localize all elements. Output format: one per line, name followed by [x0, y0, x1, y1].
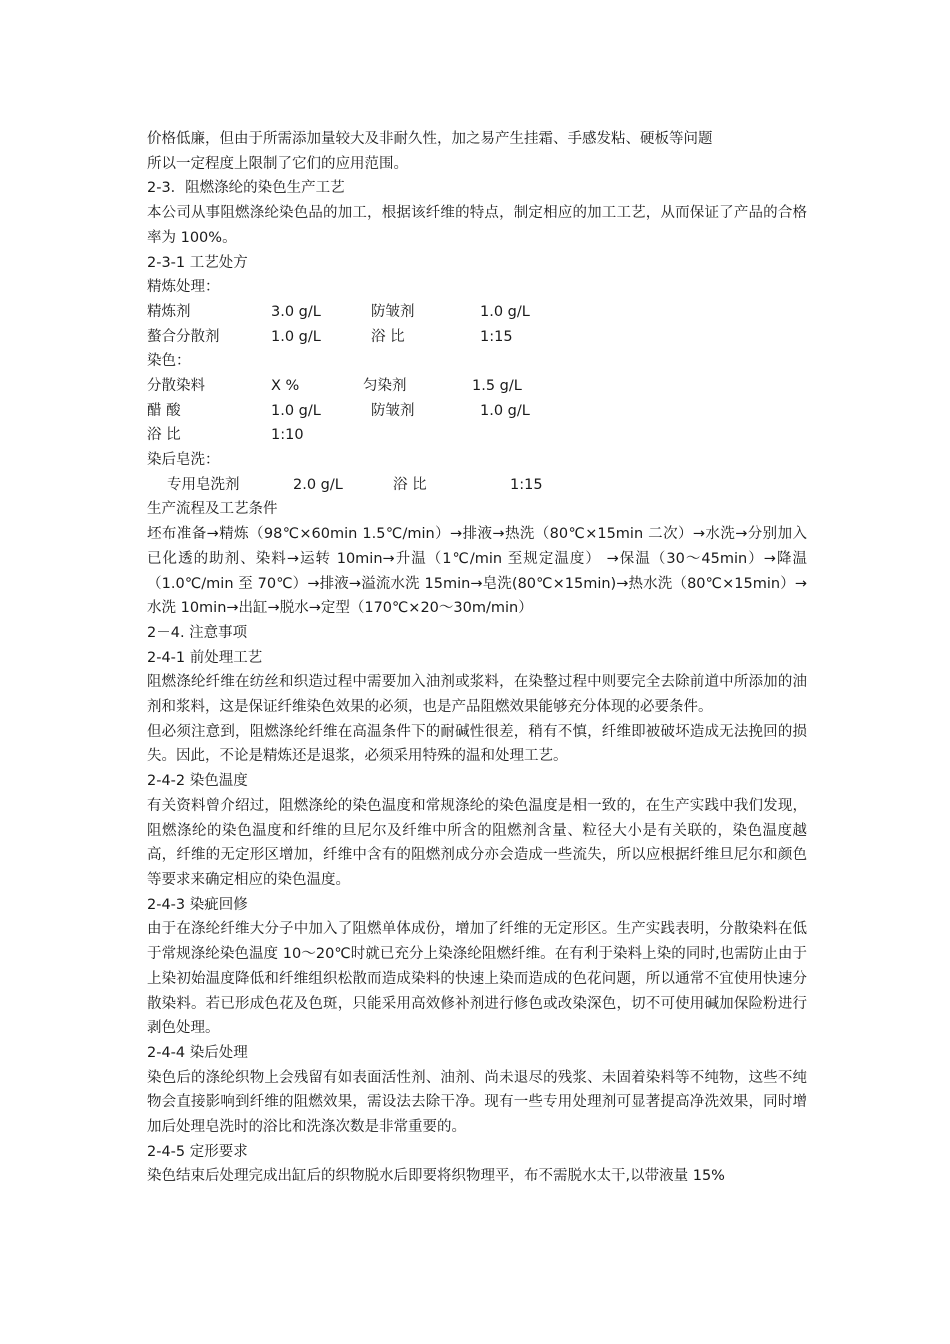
recipe-cell: 浴 比	[147, 427, 181, 444]
recipe-cell: 2.0 g/L	[293, 476, 343, 493]
recipe-cell: 3.0 g/L	[271, 303, 321, 320]
flow-title: 生产流程及工艺条件	[147, 501, 278, 518]
recipe-cell: 醋 酸	[147, 402, 181, 419]
recipe-row	[147, 325, 807, 350]
recipe-cell: 防皱剂	[371, 303, 415, 320]
recipe-cell: 分散染料	[147, 378, 205, 394]
recipe-cell: 浴 比	[371, 328, 405, 345]
recipe-cell: 1.0 g/L	[271, 328, 321, 345]
recipe-cell: X %	[271, 378, 300, 394]
paragraph-2-4-4: 染色后的涤纶织物上会残留有如表面活性剂、油剂、尚未退尽的残浆、未固着染料等不纯物，这些不纯物会直接影响到纤维的阻燃效果，需设法去除干净。现有一些专用处理剂可显著提高净洗效果，同时增加后处理皂洗时的浴比和洗涤次数是非常重要的。	[147, 1069, 807, 1136]
section-heading-2-4-5: 2-4-5 定形要求	[147, 1143, 248, 1160]
recipe-row	[147, 300, 807, 325]
recipe-cell: 浴 比	[393, 476, 427, 493]
section-heading-2-4: 2－4. 注意事项	[147, 624, 248, 641]
recipe-row	[147, 374, 807, 399]
intro-line-1: 价格低廉，但由于所需添加量较大及非耐久性，加之易产生挂霜、手感发粘、硬板等问题	[147, 131, 713, 147]
document-body	[147, 127, 807, 1189]
recipe-cell: 1.0 g/L	[480, 303, 530, 320]
section-heading-2-4-1: 2-4-1 前处理工艺	[147, 649, 263, 666]
paragraph-2-3: 本公司从事阻燃涤纶染色品的加工，根据该纤维的特点，制定相应的加工工艺，从而保证了产品的合格率为 100%。	[147, 205, 807, 246]
recipe-row	[147, 399, 807, 424]
recipe-row	[147, 423, 807, 448]
recipe-cell: 1:15	[480, 328, 513, 345]
paragraph-2-4-1b: 但必须注意到，阻燃涤纶纤维在高温条件下的耐碱性很差，稍有不慎，纤维即被破坏造成无法挽回的损失。因此，不论是精炼还是退浆，必须采用特殊的温和处理工艺。	[147, 723, 807, 765]
section-heading-2-3-1: 2-3-1 工艺处方	[147, 254, 248, 271]
section-heading-2-3: 2-3．阻燃涤纶的染色生产工艺	[147, 180, 345, 197]
paragraph-2-4-5: 染色结束后处理完成出缸后的织物脱水后即要将织物理平，布不需脱水太干,以带液量 15%	[147, 1168, 725, 1185]
process-flow-paragraph: 坯布准备→精炼（98℃×60min 1.5℃/min）→排液→热洗（80℃×15min 二次）→水洗→分别加入已化透的助剂、染料→运转 10min→升温（1℃/min 至规定温度） →保温（30～45min）→降温（1.0℃/min 至 70℃）→排液→溢流水洗 15min→皂洗(80℃×15min)→热水洗（80℃×15min）→水洗 10min→出缸→脱水→定型（170℃×20～30m/min）	[147, 526, 807, 617]
recipe-cell: 防皱剂	[371, 402, 415, 419]
recipe-cell: 1.0 g/L	[271, 402, 321, 419]
refining-label: 精炼处理：	[147, 279, 220, 296]
recipe-cell: 专用皂洗剂	[167, 476, 240, 493]
recipe-cell: 匀染剂	[363, 378, 407, 394]
recipe-cell: 1.5 g/L	[472, 378, 522, 394]
recipe-row	[147, 473, 807, 498]
soaping-label: 染后皂洗：	[147, 452, 220, 469]
section-heading-2-4-2: 2-4-2 染色温度	[147, 773, 248, 790]
section-heading-2-4-3: 2-4-3 染疵回修	[147, 896, 248, 913]
intro-line-2: 所以一定程度上限制了它们的应用范围。	[147, 155, 408, 172]
paragraph-2-4-1a: 阻燃涤纶纤维在纺丝和织造过程中需要加入油剂或浆料，在染整过程中则要完全去除前道中所添加的油剂和浆料，这是保证纤维染色效果的必须，也是产品阻燃效果能够充分体现的必要条件。	[147, 674, 807, 716]
recipe-cell: 精炼剂	[147, 303, 191, 320]
recipe-cell: 1:10	[271, 427, 304, 444]
recipe-cell: 螯合分散剂	[147, 328, 220, 345]
dyeing-label: 染色：	[147, 353, 191, 370]
section-heading-2-4-4: 2-4-4 染后处理	[147, 1044, 248, 1061]
recipe-cell: 1.0 g/L	[480, 402, 530, 419]
paragraph-2-4-2: 有关资料曾介绍过，阻燃涤纶的染色温度和常规涤纶的染色温度是相一致的，在生产实践中我们发现，阻燃涤纶的染色温度和纤维的旦尼尔及纤维中所含的阻燃剂含量、粒径大小是有关联的，染色温度越高，纤维的无定形区增加，纤维中含有的阻燃剂成分亦会造成一些流失，所以应根据纤维旦尼尔和颜色等要求来确定相应的染色温度。	[147, 797, 807, 888]
recipe-cell: 1:15	[510, 476, 543, 493]
paragraph-2-4-3: 由于在涤纶纤维大分子中加入了阻燃单体成份，增加了纤维的无定形区。生产实践表明，分散染料在低于常规涤纶染色温度 10～20℃时就已充分上染涤纶阻燃纤维。在有利于染料上染的同时,也需防止由于上染初始温度降低和纤维组织松散而造成染料的快速上染而造成的色花问题，所以通常不宜使用快速分散染料。若已形成色花及色斑，只能采用高效修补剂进行修色或改染深色，切不可使用碱加保险粉进行剥色处理。	[147, 921, 807, 1037]
